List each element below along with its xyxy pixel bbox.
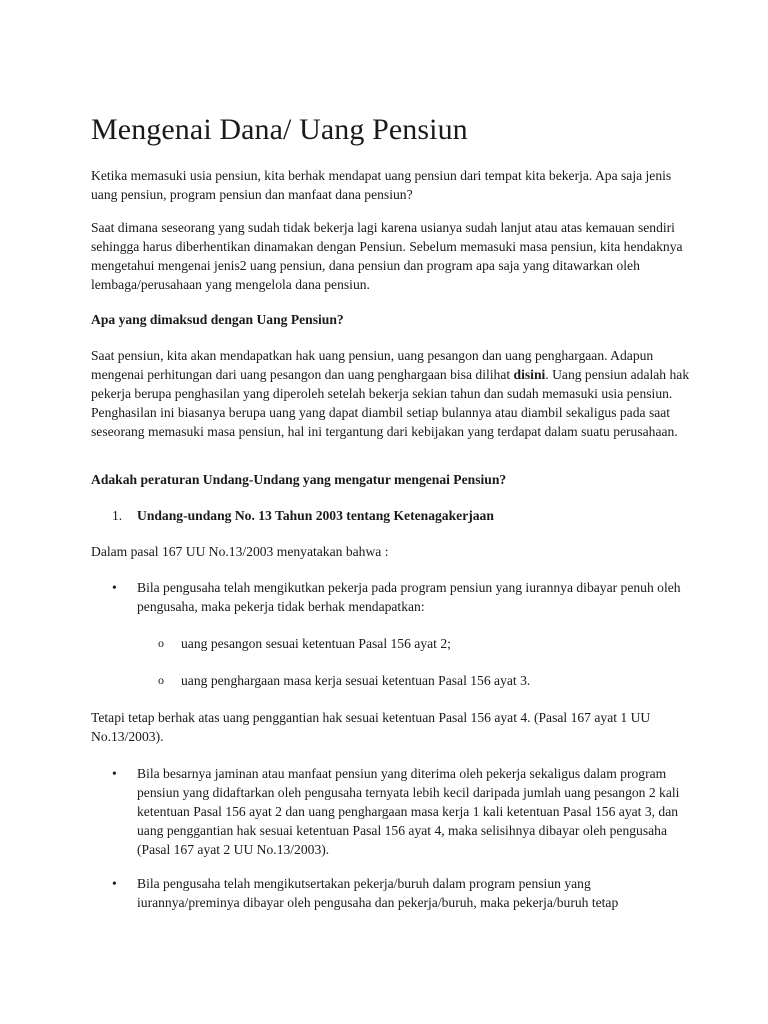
sub-bullet-icon: o bbox=[158, 636, 164, 650]
list-item-uu-13: Undang-undang No. 13 Tahun 2003 tentang Ketenagakerjaan bbox=[137, 508, 494, 523]
bullet-item-1: Bila pengusaha telah mengikutkan pekerja pada program pensiun yang iurannya dibayar penuh oleh pengusaha, maka pekerja tidak berhak mendapatkan: bbox=[137, 580, 681, 614]
bullet-item-2: Bila besarnya jaminan atau manfaat pensiun yang diterima oleh pekerja sekaligus dalam program pensiun yang didaftarkan oleh pengusaha ternyata lebih kecil daripada jumlah uang pesangon 2 kali ketentuan Pasal 156 ayat 2 dan uang penghargaan masa kerja 1 kali ketentuan Pasal 156 ayat 3, dan uang penggantian hak sesuai ketentuan Pasal 156 ayat 4, maka selisihnya dibayar oleh pengusaha (Pasal 167 ayat 2 UU No.13/2003). bbox=[137, 766, 680, 857]
bullet-item-3: Bila pengusaha telah mengikutsertakan pekerja/buruh dalam program pensiun yang iurannya/preminya dibayar oleh pengusaha dan pekerja/buruh, maka pekerja/buruh tetap bbox=[137, 876, 619, 910]
sub-bullet-icon: o bbox=[158, 673, 164, 687]
section-heading-uang-pensiun: Apa yang dimaksud dengan Uang Pensiun? bbox=[91, 312, 344, 327]
pensiun-definition-paragraph: Saat dimana seseorang yang sudah tidak bekerja lagi karena usianya sudah lanjut atau atas kemauan sendiri sehingga harus diberhentikan dinamakan dengan Pensiun. Sebelum memasuki masa pensiun, kita hendaknya mengetahui mengenai jenis2 uang pensiun, dana pensiun dan program apa saja yang ditawarkan oleh lembaga/perusahaan yang mengelola dana pensiun. bbox=[91, 220, 683, 292]
uang-pensiun-paragraph bbox=[91, 346, 691, 441]
bullet-icon: • bbox=[112, 580, 117, 595]
intro-paragraph: Ketika memasuki usia pensiun, kita berhak mendapat uang pensiun dari tempat kita bekerja. Apa saja jenis uang pensiun, program pensiun dan manfaat dana pensiun? bbox=[91, 168, 672, 202]
disini-link[interactable]: disini bbox=[513, 367, 546, 382]
list-number: 1. bbox=[112, 508, 123, 523]
bullet-icon: • bbox=[112, 876, 117, 891]
section-heading-peraturan: Adakah peraturan Undang-Undang yang mengatur mengenai Pensiun? bbox=[91, 472, 507, 487]
bullet-icon: • bbox=[112, 766, 117, 781]
pasal-intro: Dalam pasal 167 UU No.13/2003 menyatakan bahwa : bbox=[91, 544, 389, 559]
penggantian-hak-paragraph: Tetapi tetap berhak atas uang penggantian hak sesuai ketentuan Pasal 156 ayat 4. (Pasal 167 ayat 1 UU No.13/2003). bbox=[91, 710, 651, 744]
para-text-after-link: . Uang pensiun adalah hak pekerja berupa penghasilan yang diperoleh setelah bekerja sekian tahun dan sudah memasuki usia pensiun. Penghasilan ini biasanya berupa uang yang dapat diambil setiap bulannya atau diambil sekaligus pada saat seseorang memasuki masa pensiun, hal ini tergantung dari kebijakan yang terdapat dalam suatu perusahaan. bbox=[91, 367, 690, 439]
page-title: Mengenai Dana/ Uang Pensiun bbox=[91, 113, 468, 146]
sub-item-penghargaan: uang penghargaan masa kerja sesuai ketentuan Pasal 156 ayat 3. bbox=[181, 673, 531, 688]
para-text-before-link: Saat pensiun, kita akan mendapatkan hak uang pensiun, uang pesangon dan uang penghargaan. Adapun mengenai perhitungan dari uang pesangon dan uang penghargaan bisa dilihat bbox=[91, 348, 654, 382]
sub-item-pesangon: uang pesangon sesuai ketentuan Pasal 156 ayat 2; bbox=[181, 636, 451, 651]
